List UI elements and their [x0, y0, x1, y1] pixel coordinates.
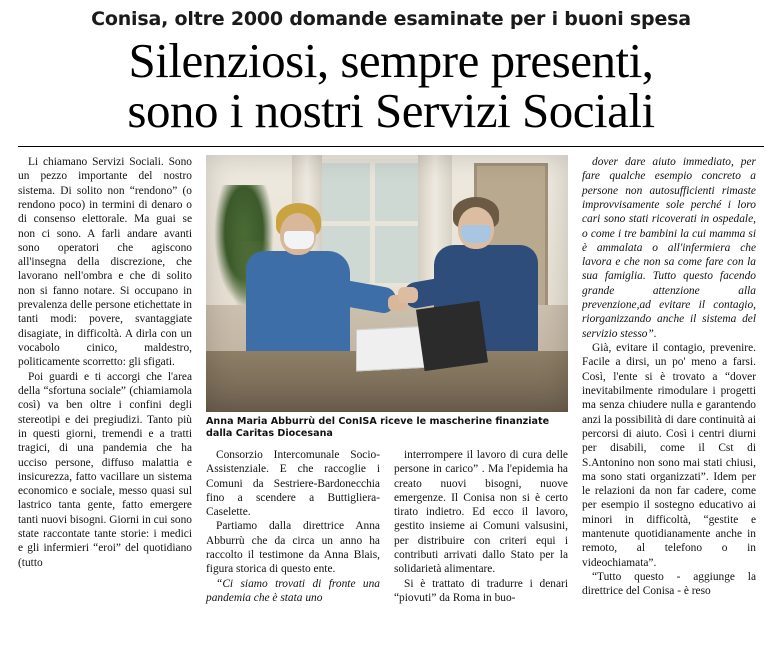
- headline-line-2: sono i nostri Servizi Sociali: [127, 82, 655, 138]
- photo-vignette: [206, 155, 568, 412]
- paragraph: interrompere il lavoro di cura delle persone in carico” . Ma l'epidemia ha creato nuovi bisogni, nuove emergenze. Il Conisa non si è certo tirato indietro. Ed ecco il lavoro, gestito insieme ai Comuni valsusini, per distribuire con criteri equi i contributi arrivati dallo Stato per la solidarietà alimentare.: [394, 448, 568, 576]
- article-photo: [206, 155, 568, 412]
- paragraph: Consorzio Intercomunale Socio-Assistenziale. E che raccoglie i Comuni da Sestriere-Bardonecchia fino a scendere a Buttigliera-Caselette.: [206, 448, 380, 519]
- paragraph: Li chiamano Servizi Sociali. Sono un pezzo importante del nostro sistema. Di solito non “rendono” (o rendono poco) in termini di denaro o di consenso elettorale. Ma guai se non ci sono. A farli andare avanti sono operatori che agiscono all'insegna della discrezione, che lavorano nell'ombra e che di solito non si fanno notare. Si occupano in prevalenza delle persone etichettate in tanti modi: povere, svantaggiate disagiate, in difficoltà. A dirla con un vocabolo cinico, maldestro, politicamente scorretto: gli sfigati.: [18, 155, 192, 369]
- paragraph-italic: dover dare aiuto immediato, per fare qualche esempio concreto a persone non autosufficienti rimaste improvvisamente sole perché i loro cari sono stati ricoverati in ospedale, o come i tre bambini la cui mamma si è ammalata o all'infermiera che lavora e che non sa come fare con la sua famiglia. Tutto questo facendo grande attenzione alla prevenzione,ad evitare il contagio, riorganizzando anche il sistema del servizio stesso”.: [582, 155, 756, 340]
- paragraph: Già, evitare il contagio, prevenire. Facile a dirsi, un po' meno a farsi. Così, l'ente si è trovato a “dover inevitabilmente rimodulare i progetti ma senza chiudere nulla e garantendo anzi la possibilità di dare continuità ai percorsi di aiuto. Così i centri diurni per disabili, come il Cst di S.Antonino non sono mai stati chiusi, ma sono stati organizzati”. Idem per le relazioni da non far cadere, come per esempio il sostegno educativo ai minori in difficoltà, “gestite e mantenute quotidianamente anche in remoto, al telefono o in videochiamata”.: [582, 342, 756, 569]
- page-title: [0, 33, 782, 138]
- paragraph: Si è trattato di tradurre i denari “piovuti” da Roma in buo-: [394, 577, 568, 605]
- photo-and-columns-block: [206, 155, 568, 605]
- kicker-headline: Conisa, oltre 2000 domande esaminate per i buoni spesa: [91, 8, 691, 30]
- column-1: [18, 155, 192, 605]
- photo-bottom-columns: [206, 448, 568, 605]
- newspaper-page: [0, 8, 782, 649]
- column-2: [206, 448, 380, 605]
- photo-wrap: [206, 155, 568, 440]
- paragraph: Partiamo dalla direttrice Anna Abburrù che da circa un anno ha raccolto il testimone da Anna Blais, figura storica di questo ente.: [206, 520, 380, 576]
- paragraph: “Tutto questo - aggiunge la direttrice del Conisa - è reso: [582, 571, 756, 598]
- column-4: [582, 155, 756, 605]
- headline-line-1: Silenziosi, sempre presenti,: [128, 33, 654, 88]
- paragraph-italic: “Ci siamo trovati di fronte una pandemia che è stata uno: [206, 577, 380, 605]
- column-3: [394, 448, 568, 605]
- photo-caption: Anna Maria Abburrù del ConISA riceve le mascherine finanziate dalla Caritas Diocesana: [206, 415, 550, 439]
- paragraph: Poi guardi e ti accorgi che l'area della “sfortuna sociale” (chiamiamola così) va ben oltre i confini degli stereotipi e dei pregiudizi. Tanto più in questi giorni, tremendi e a tratti tragici, di una pandemia che ha ucciso persone, diffuso malattia e insicurezza, fatto vacillare un sistema economico e sociale, messo quasi sul lastrico tanta gente, fatto emergere tanti nuovi bisogni. Giorni in cui sono state raccontate tante storie: i medici e gli infermieri “eroi” del quotidiano (tutto: [18, 370, 192, 569]
- header-divider: [18, 146, 764, 147]
- article-body: [0, 155, 782, 605]
